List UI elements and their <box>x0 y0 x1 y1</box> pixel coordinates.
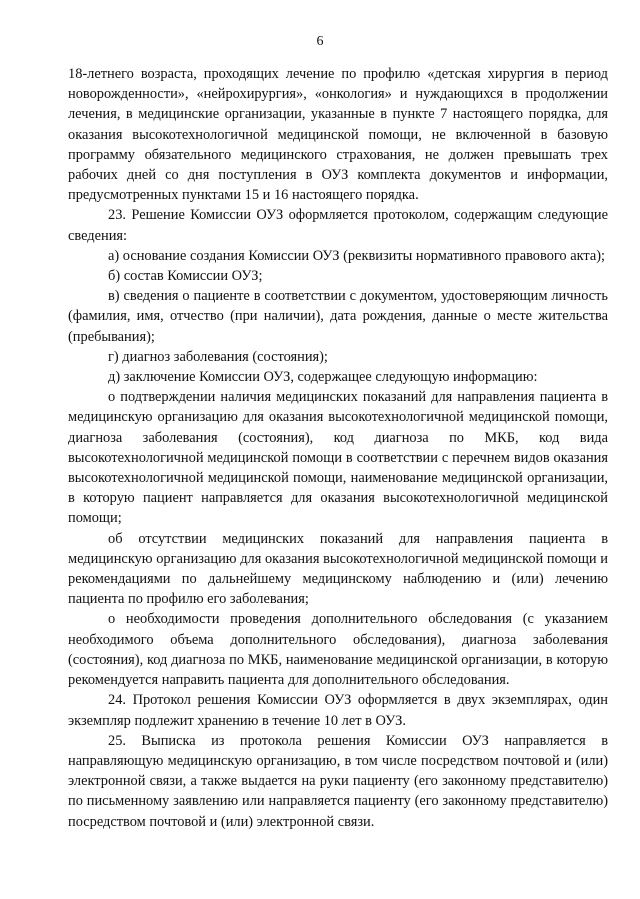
page-number: 6 <box>316 34 324 49</box>
paragraph-conclusion-absence: об отсутствии медицинских показаний для направления пациента в медицинскую организацию для оказания высокотехнологичной медицинской помощи и рекомендациями по дальнейшему медицинскому наблюдению и (или) лечению пациента по профилю его заболевания; <box>68 530 608 608</box>
paragraph-sub-g: г) диагноз заболевания (состояния); <box>108 348 328 365</box>
paragraph-sub-b: б) состав Комиссии ОУЗ; <box>108 268 263 285</box>
paragraph-item-24: 24. Протокол решения Комиссии ОУЗ оформляется в двух экземплярах, один экземпляр подлежит хранению в течение 10 лет в ОУЗ. <box>68 692 608 729</box>
paragraph-sub-v: в) сведения о пациенте в соответствии с документом, удостоверяющим личность (фамилия, имя, отчество (при наличии), дата рождения, данные о месте жительства (пребывания); <box>68 288 608 345</box>
paragraph-continuation: 18-летнего возраста, проходящих лечение по профилю «детская хирургия в период новорожденности», «нейрохирургия», «онкология» и нуждающихся в продолжении лечения, в медицинские организации, указанные в пункте 7 настоящего порядка, для оказания высокотехнологичной медицинской помощи, не включенной в базовую программу обязательного медицинского страхования, не должен превышать трех рабочих дней со дня поступления в ОУЗ комплекта документов и информации, предусмотренных пунктами 15 и 16 настоящего порядка. <box>68 66 608 204</box>
paragraph-sub-d: д) заключение Комиссии ОУЗ, содержащее следующую информацию: <box>108 369 538 386</box>
document-body <box>68 64 608 832</box>
paragraph-sub-a: а) основание создания Комиссии ОУЗ (реквизиты нормативного правового акта); <box>108 247 606 264</box>
paragraph-item-25: 25. Выписка из протокола решения Комиссии ОУЗ направляется в направляющую медицинскую организацию, в том числе посредством почтовой и (или) электронной связи, а также выдается на руки пациенту (его законному представителю) по письменному заявлению или направляется пациенту (его законному представителю) посредством почтовой и (или) электронной связи. <box>68 732 608 830</box>
paragraph-conclusion-additional: о необходимости проведения дополнительного обследования (с указанием необходимого объема дополнительного обследования), диагноза заболевания (состояния), код диагноза по МКБ, наименование медицинской организации, в которую рекомендуется направить пациента для дополнительного обследования. <box>68 611 608 689</box>
paragraph-conclusion-confirm: о подтверждении наличия медицинских показаний для направления пациента в медицинскую организацию для оказания высокотехнологичной медицинской помощи, диагноза заболевания (состояния), код диагноза по МКБ, код вида высокотехнологичной медицинской помощи в соответствии с перечнем видов оказания высокотехнологичной медицинской помощи, наименование медицинской организации, в которую пациент направляется для оказания высокотехнологичной медицинской помощи; <box>68 389 608 527</box>
paragraph-item-23: 23. Решение Комиссии ОУЗ оформляется протоколом, содержащим следующие сведения: <box>68 207 608 244</box>
